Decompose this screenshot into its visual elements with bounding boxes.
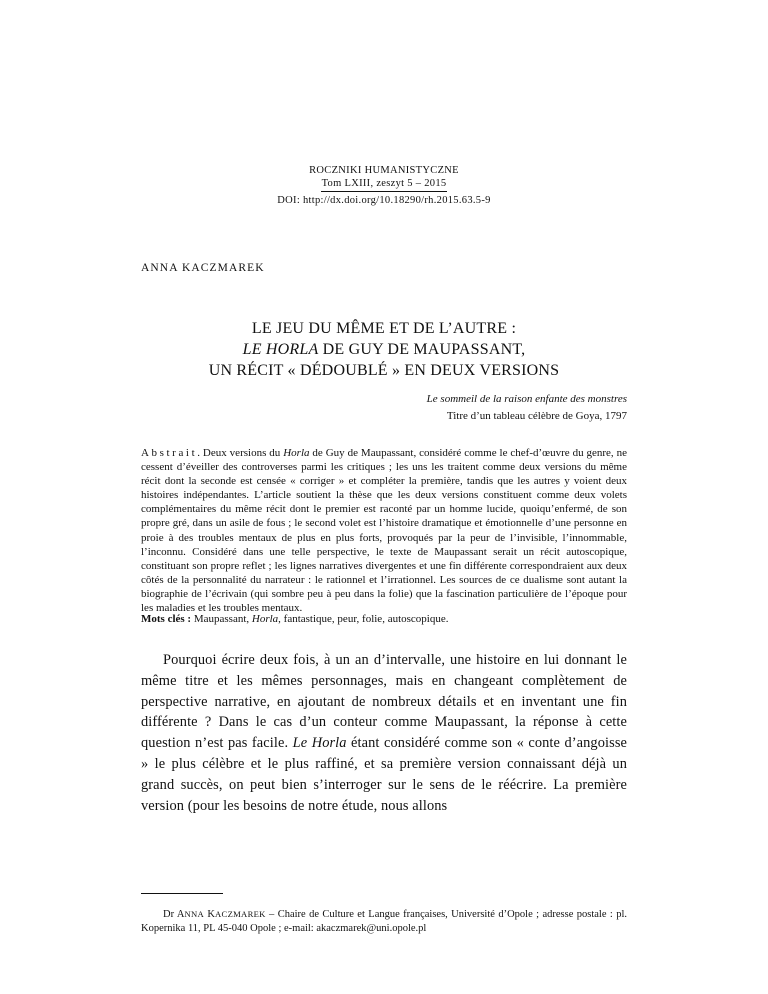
title-line-1: LE JEU DU MÊME ET DE L’AUTRE : [251, 320, 517, 337]
title-line-2 [0, 339, 768, 360]
article-title [0, 318, 768, 381]
abstract-horla: Horla [283, 447, 310, 459]
doi-link[interactable]: DOI: http://dx.doi.org/10.18290/rh.2015.63.5-9 [277, 195, 491, 206]
footnote-rule [141, 893, 223, 894]
author-name: ANNA KACZMAREK [141, 262, 265, 274]
keywords-horla: Horla [251, 613, 279, 625]
abstract-text-a: . Deux versions du [197, 447, 284, 459]
keywords-label: Mots clés : [141, 613, 192, 625]
journal-volume: Tom LXIII, zeszyt 5 – 2015 [321, 177, 448, 192]
title-line-2-rest: DE GUY DE MAUPASSANT, [318, 341, 526, 358]
epigraph-source: Titre d’un tableau célèbre de Goya, 1797 [446, 410, 627, 422]
abstract-label: Abstrait [141, 447, 198, 459]
footnote-first-name-sc: NNA [184, 909, 205, 919]
keywords-b: , fantastique, peur, folie, autoscopique. [278, 613, 449, 625]
footnote-dr: Dr A [163, 909, 185, 920]
footnote-affiliation: – Chaire de Culture et Langue françaises, Université d’Opole ; adresse postale : pl. Kopernika 11, PL 45-040 Opole ; e-mail: akaczmarek@uni.opole.pl [141, 909, 628, 934]
footnote-last-name-sc: ACZMAREK [215, 909, 266, 919]
abstract [141, 446, 627, 615]
epigraph [427, 391, 627, 425]
keywords-a: Maupassant, [191, 613, 252, 625]
journal-name: ROCZNIKI HUMANISTYCZNE [309, 165, 459, 176]
title-horla-italic: LE HORLA [242, 341, 319, 358]
abstract-text-b: de Guy de Maupassant, considéré comme le chef-d’œuvre du genre, ne cessent d’éveiller des controverses parmi les critiques ; les uns les traitent comme deux versions du même récit dont la seconde est censée « corriger » et compléter la première, tandis que les autres y voient deux histoires indépendantes. L’article soutient la thèse que les deux versions constituent comme deux volets complémentaires du même récit dont le premier est raconté par un homme lucide, quoiqu’enfermé, de son propre gré, dans un asile de fous ; le second volet est l’histoire dramatique et émotionnelle d’une personne en proie à des troubles mentaux de plus en plus forts, provoqués par la peur de l’invisible, l’innommable, l’inconnu. Considéré dans une telle perspective, le texte de Maupassant serait un récit autoscopique, constituant son propre reflet ; les lignes narratives divergentes et une fin différente correspondraient aux deux côtés de la personnalité du narrateur : le rationnel et l’irrationnel. Les sources de ce dualisme sont autant la biographie de l’écrivain (qui sombre peu à peu dans la folie) que la fascination particulière de l’époque pour les maladies et les troubles mentaux. [141, 447, 627, 615]
keywords [141, 612, 627, 626]
journal-header [0, 164, 768, 207]
footnote-k: K [204, 909, 216, 920]
body-text-b: étant considéré comme son « conte d’angoisse » le plus célèbre et le plus raffiné, et sa première version connaissant déjà un grand succès, on peut bien s’interroger sur le sens de le réécrire. La première version (pour les besoins de notre étude, nous allons [141, 735, 628, 814]
body-paragraph [141, 650, 627, 816]
footnote [141, 907, 627, 936]
title-line-3: UN RÉCIT « DÉDOUBLÉ » EN DEUX VERSIONS [208, 362, 560, 379]
epigraph-quote: Le sommeil de la raison enfante des monstres [426, 393, 627, 405]
body-text-a: Pourquoi écrire deux fois, à un an d’intervalle, une histoire en lui donnant le même titre et les mêmes personnages, mais en changeant complètement de perspective narrative, en ajoutant de nombreux détails et en inventant une fin différente ? Dans le cas d’un conteur comme Maupassant, la réponse à cette question n’est pas facile. [141, 652, 627, 752]
body-horla-italic: Le Horla [292, 735, 347, 752]
